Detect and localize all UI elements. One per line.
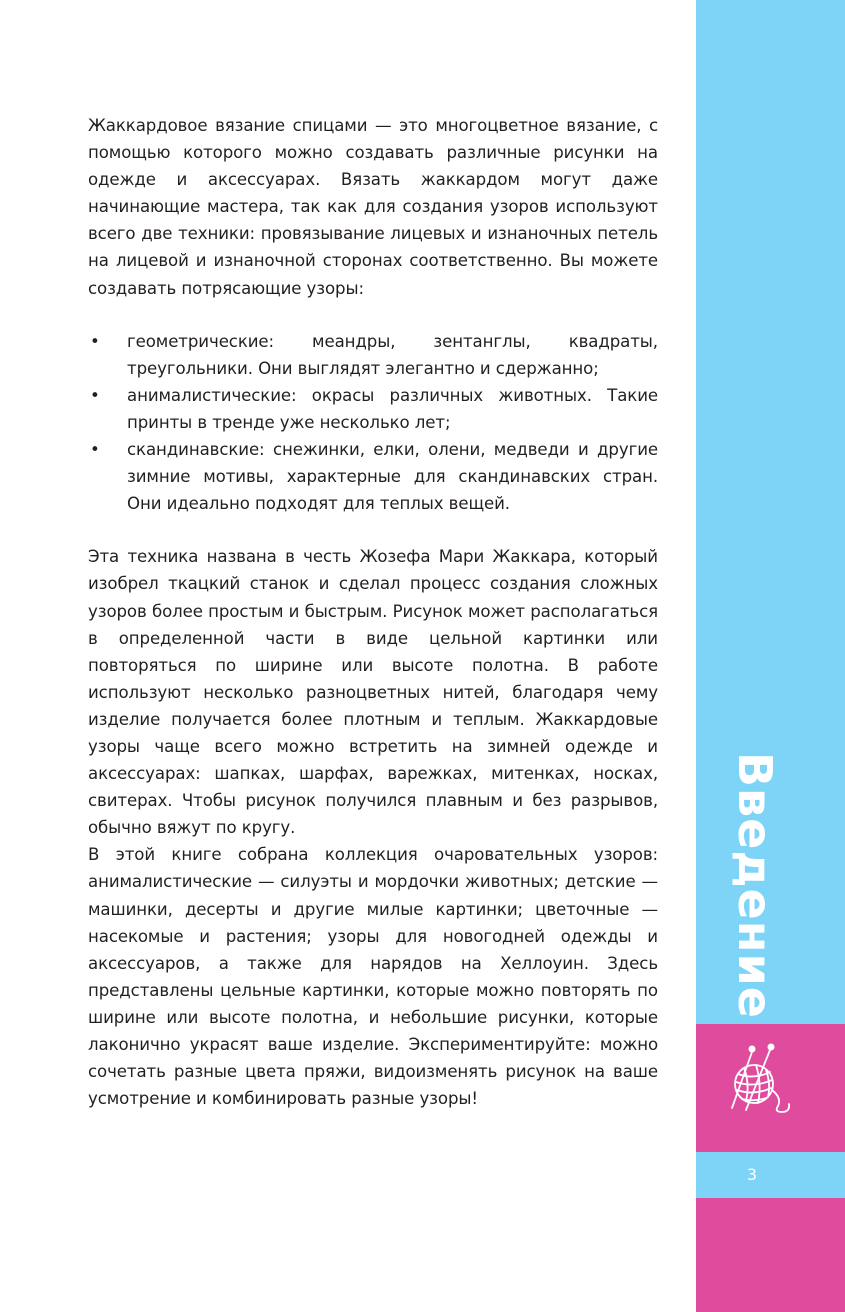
list-item-text: анималистические: окрасы различных животных. Такие принты в тренде уже несколько лет; bbox=[127, 385, 658, 432]
sidebar-pink-bottom-band bbox=[696, 1198, 845, 1312]
list-item bbox=[88, 382, 658, 436]
list-item bbox=[88, 328, 658, 382]
pattern-types-list bbox=[88, 328, 658, 518]
bullet-marker: • bbox=[90, 385, 100, 405]
list-item bbox=[88, 436, 658, 517]
list-item-text: геометрические: меандры, зентанглы, квадраты, треугольники. Они выглядят элегантно и сдержанно; bbox=[127, 331, 658, 378]
bullet-marker: • bbox=[90, 440, 100, 460]
main-text-column bbox=[88, 112, 658, 1112]
chapter-title: Введение bbox=[728, 752, 782, 1019]
list-item-text: скандинавские: снежинки, елки, олени, медведи и другие зимние мотивы, характерные для скандинавских стран. Они идеально подходят для теплых вещей. bbox=[127, 440, 658, 514]
intro-paragraph: Жаккардовое вязание спицами — это многоцветное вязание, с помощью которого можно создавать различные рисунки на одежде и аксессуарах. Вязать жаккардом могут даже начинающие мастера, так как для создания узоров используют всего две техники: провязывание лицевых и изнаночных петель на лицевой и изнаночной сторонах соответственно. Вы можете создавать потрясающие узоры: bbox=[88, 116, 658, 298]
page-number: 3 bbox=[746, 1165, 758, 1184]
collection-paragraph: В этой книге собрана коллекция очаровательных узоров: анималистические — силуэты и мордочки животных; детские — машинки, десерты и другие милые картинки; цветочные — насекомые и растения; узоры для новогодней одежды и аксессуаров, а также для нарядов на Хеллоуин. Здесь представлены цельные картинки, которые можно повторять по ширине или высоте полотна, и небольшие рисунки, которые лаконично украсят ваше изделие. Экспериментируйте: можно сочетать разные цвета пряжи, видоизменять рисунок на ваше усмотрение и комбинировать разные узоры! bbox=[88, 845, 658, 1109]
bullet-marker: • bbox=[90, 331, 100, 351]
history-paragraph: Эта техника названа в честь Жозефа Мари Жаккара, который изобрел ткацкий станок и сделал процесс создания сложных узоров более простым и быстрым. Рисунок может располагаться в определенной части в виде цельной картинки или повторяться по ширине или высоте полотна. В работе используют несколько разноцветных нитей, благодаря чему изделие получается более плотным и теплым. Жаккардовые узоры чаще всего можно встретить на зимней одежде и аксессуарах: шапках, шарфах, варежках, митенках, носках, свитерах. Чтобы рисунок получился плавным и без разрывов, обычно вяжут по кругу. bbox=[88, 547, 658, 838]
yarn-ball-needles-icon bbox=[716, 1040, 796, 1120]
